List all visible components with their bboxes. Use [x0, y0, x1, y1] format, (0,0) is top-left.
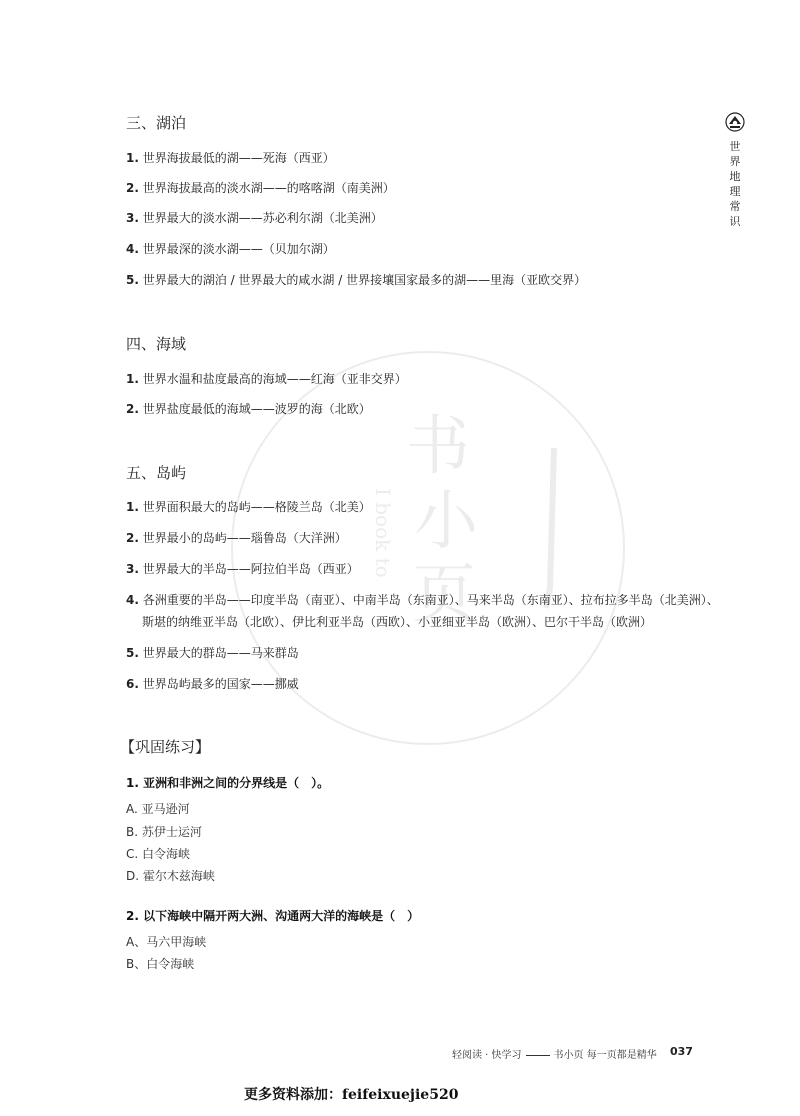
item-text: 世界最小的岛屿——瑙鲁岛（大洋洲） [142, 531, 347, 545]
item-text: 世界最大的湖泊 / 世界最大的咸水湖 / 世界接壤国家最多的湖——里海（亚欧交界） [142, 273, 587, 287]
page-number: 037 [670, 1045, 693, 1058]
list-item [126, 178, 395, 198]
side-tab-char: 识 [729, 215, 741, 228]
section-title-islands: 五、岛屿 [126, 464, 187, 482]
watermark-latin: I book to [371, 488, 395, 578]
item-number: 6. [126, 677, 139, 691]
item-text: 世界最大的淡水湖——苏必利尔湖（北美洲） [142, 211, 383, 225]
item-number: 1. [126, 500, 139, 514]
side-tab-label [722, 139, 748, 229]
item-text: 世界海拔最高的淡水湖——的喀喀湖（南美洲） [142, 181, 395, 195]
list-item [126, 399, 371, 419]
section-title-seas: 四、海域 [126, 335, 187, 353]
item-number: 2. [126, 531, 139, 545]
list-item [126, 559, 359, 579]
item-number: 5. [126, 273, 139, 287]
list-item [126, 369, 407, 389]
question-1-option-c: C. 白令海峡 [126, 847, 191, 861]
item-text: 世界海拔最低的湖——死海（西亚） [142, 151, 335, 165]
question-1-option-a: A. 亚马逊河 [126, 802, 190, 816]
footer-brand: 书小页 每一页都是精华 [553, 1050, 657, 1061]
watermark-char-1: 书 [406, 410, 470, 484]
item-number: 2. [126, 181, 139, 195]
section-title-lakes: 三、湖泊 [126, 114, 187, 132]
list-item [126, 270, 586, 290]
question-1-option-d: D. 霍尔木兹海峡 [126, 869, 215, 883]
item-text: 世界面积最大的岛屿——格陵兰岛（北美） [142, 500, 371, 514]
item-text: 世界最大的群岛——马来群岛 [142, 646, 299, 660]
question-2: 2. 以下海峡中隔开两大洲、沟通两大洋的海峡是（ ） [126, 909, 420, 923]
item-number: 5. [126, 646, 139, 660]
list-item [126, 497, 371, 517]
footer-separator [526, 1055, 550, 1056]
footer-slogan: 轻阅读 · 快学习 [452, 1050, 522, 1061]
list-item [126, 643, 299, 663]
practice-title: 【巩固练习】 [120, 738, 211, 756]
side-tab-char: 理 [729, 185, 741, 198]
side-tab-char: 界 [729, 155, 741, 168]
question-1: 1. 亚洲和非洲之间的分界线是（ ）。 [126, 776, 330, 790]
item-text: 世界最大的半岛——阿拉伯半岛（西亚） [142, 562, 359, 576]
list-item [126, 674, 299, 694]
question-2-option-b: B、白令海峡 [126, 957, 195, 971]
question-1-option-b: B. 苏伊士运河 [126, 825, 202, 839]
item-number: 3. [126, 211, 139, 225]
item-text: 世界最深的淡水湖——（贝加尔湖） [142, 242, 335, 256]
list-item [126, 239, 335, 259]
contact-banner: 更多资料添加：feifeixuejie520 [244, 1087, 459, 1103]
item-text: 世界盐度最低的海域——波罗的海（北欧） [142, 402, 371, 416]
item-number: 1. [126, 151, 139, 165]
list-item [126, 208, 383, 228]
item-number: 1. [126, 372, 139, 386]
list-item [126, 590, 719, 610]
list-item [126, 528, 347, 548]
item-number: 4. [126, 593, 139, 607]
item-number: 3. [126, 562, 139, 576]
side-tab [722, 112, 748, 229]
item-text: 各洲重要的半岛——印度半岛（南亚）、中南半岛（东南亚）、马来半岛（东南亚）、拉布拉多半岛（北美洲）、 [142, 593, 719, 607]
page-footer [452, 1046, 657, 1061]
side-tab-char: 地 [729, 170, 741, 183]
watermark-brush-stroke [546, 448, 554, 608]
item-number: 4. [126, 242, 139, 256]
item-text: 世界水温和盐度最高的海域——红海（亚非交界） [142, 372, 407, 386]
watermark-char-2: 小 [414, 485, 478, 559]
watermark-char-3: 页 [412, 558, 476, 632]
question-2-option-a: A、马六甲海峡 [126, 935, 207, 949]
book-logo-icon [725, 112, 745, 132]
item-text: 世界岛屿最多的国家——挪威 [142, 677, 299, 691]
list-item-continuation: 斯堪的纳维亚半岛（北欧）、伊比利亚半岛（西欧）、小亚细亚半岛（欧洲）、巴尔干半岛（欧洲） [142, 615, 653, 629]
item-number: 2. [126, 402, 139, 416]
side-tab-char: 世 [729, 140, 741, 153]
side-tab-char: 常 [729, 200, 741, 213]
list-item [126, 148, 335, 168]
